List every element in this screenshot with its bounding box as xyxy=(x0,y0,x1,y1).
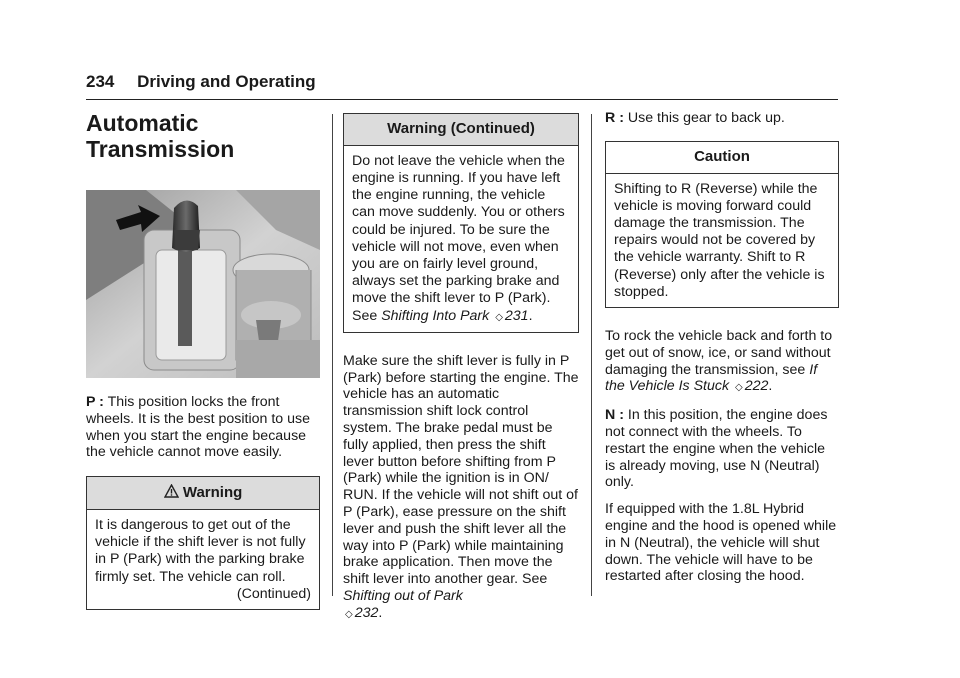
page-ref-222[interactable]: 222 xyxy=(744,378,769,395)
page-header xyxy=(86,72,316,92)
n-label: N : xyxy=(605,407,624,424)
page-title xyxy=(86,110,320,162)
r-text: Use this gear to back up. xyxy=(627,110,785,126)
title-line-1: Automatic xyxy=(86,110,199,136)
r-position-paragraph xyxy=(605,110,839,127)
column-2 xyxy=(343,113,579,630)
header-rule xyxy=(86,99,838,100)
page-ref-arrow-icon: ◇ xyxy=(345,608,353,620)
continued-label: (Continued) xyxy=(236,585,311,602)
n-position-paragraph xyxy=(605,407,839,491)
caution-box-header: Caution xyxy=(606,142,838,174)
warning-box-header xyxy=(87,477,319,510)
column-divider-2 xyxy=(591,114,592,596)
column-3 xyxy=(605,110,839,591)
warning-box-body xyxy=(87,510,319,609)
n-text: In this position, the engine does not connect with the wheels. To restart the engine when the vehicle is already moving, use N (Neutral) only. xyxy=(605,407,828,491)
title-line-2: Transmission xyxy=(86,136,235,162)
warning-box xyxy=(86,476,320,610)
rock-vehicle-text: To rock the vehicle back and forth to get out of snow, ice, or sand without damaging the transmission, see xyxy=(605,328,833,378)
page-ref-arrow-icon: ◇ xyxy=(735,382,743,394)
shift-lock-text: Make sure the shift lever is fully in P (Park) before starting the engine. The vehicle has an automatic transmission shift lock control system. The brake pedal must be fully applied, then press the shift lever button before shifting from P (Park) while the ignition is in ON/ RUN. If the vehicle will not shift out of P (Park), ease pressure on the shift lever and push the shift lever all the way into P (Park) while maintaining brake application. Then move the shift lever into another gear. See xyxy=(343,352,579,588)
section-title: Driving and Operating xyxy=(137,72,316,91)
shifting-into-park-link[interactable]: Shifting Into Park xyxy=(381,307,490,324)
p-position-paragraph xyxy=(86,394,320,461)
vehicle-is-stuck-link[interactable]: If the Vehicle Is Stuck xyxy=(605,361,818,395)
caution-box xyxy=(605,141,839,308)
hybrid-paragraph: If equipped with the 1.8L Hybrid engine and the hood is opened while in N (Neutral), the vehicle will shut down. The vehicle will have to be restarted after closing the hood. xyxy=(605,501,837,585)
column-divider-1 xyxy=(332,114,333,596)
warning-triangle-icon xyxy=(164,484,179,498)
gear-shift-lever-photo xyxy=(86,190,320,378)
warning-continued-header: Warning (Continued) xyxy=(344,114,578,146)
caution-text: Shifting to R (Reverse) while the vehicle is moving forward could damage the transmission. The repairs would not be covered by the vehicle warranty. Shift to R (Reverse) only after the vehicle is stopped. xyxy=(614,180,825,300)
page-number: 234 xyxy=(86,72,115,91)
warning-continued-body: Do not leave the vehicle when the engine is running. If you have left the engine running, the vehicle can move suddenly. You or others could be injured. To be sure the vehicle will not move, even when you are on fairly level ground, always set the parking brake and move the shift lever to P (Park). See Shifting Into Park ◇ 231. xyxy=(344,146,578,332)
warning-continued-text: Do not leave the vehicle when the engine is running. If you have left the engine running, the vehicle can move suddenly. You or others could be injured. To be sure the vehicle will not move, even when you are on fairly level ground, always set the parking brake and move the shift lever to P (Park). See xyxy=(352,152,565,324)
p-text: This position locks the front wheels. It is the best position to use when you start the engine because the vehicle cannot move easily. xyxy=(86,394,310,461)
warning-title: Warning xyxy=(182,484,243,502)
shifting-out-of-park-link[interactable]: Shifting out of Park xyxy=(343,587,463,604)
p-label: P : xyxy=(86,394,104,410)
r-label: R : xyxy=(605,110,624,126)
warning-text: It is dangerous to get out of the vehicle if the shift lever is not fully in P (Park) with the parking brake firmly set. The vehicle can roll. xyxy=(95,516,306,585)
page-ref-arrow-icon: ◇ xyxy=(495,311,503,323)
rock-vehicle-paragraph: To rock the vehicle back and forth to get out of snow, ice, or sand without damaging the transmission, see If the Vehicle Is Stuck ◇ 222. xyxy=(605,328,839,397)
column-1 xyxy=(86,108,320,610)
warning-continued-box xyxy=(343,113,579,333)
page-ref-231[interactable]: 231 xyxy=(504,307,529,324)
shift-lock-paragraph: Make sure the shift lever is fully in P (Park) before starting the engine. The vehicle has an automatic transmission shift lock control system. The brake pedal must be fully applied, then press the shift lever button before shifting from P (Park) while the ignition is in ON/ RUN. If the vehicle will not shift out of P (Park), ease pressure on the shift lever and push the shift lever all the way into P (Park) while maintaining brake application. Then move the shift lever into another gear. See Shifting out of Park ◇ 232. xyxy=(343,353,579,624)
page-ref-232[interactable]: 232 xyxy=(354,604,379,621)
